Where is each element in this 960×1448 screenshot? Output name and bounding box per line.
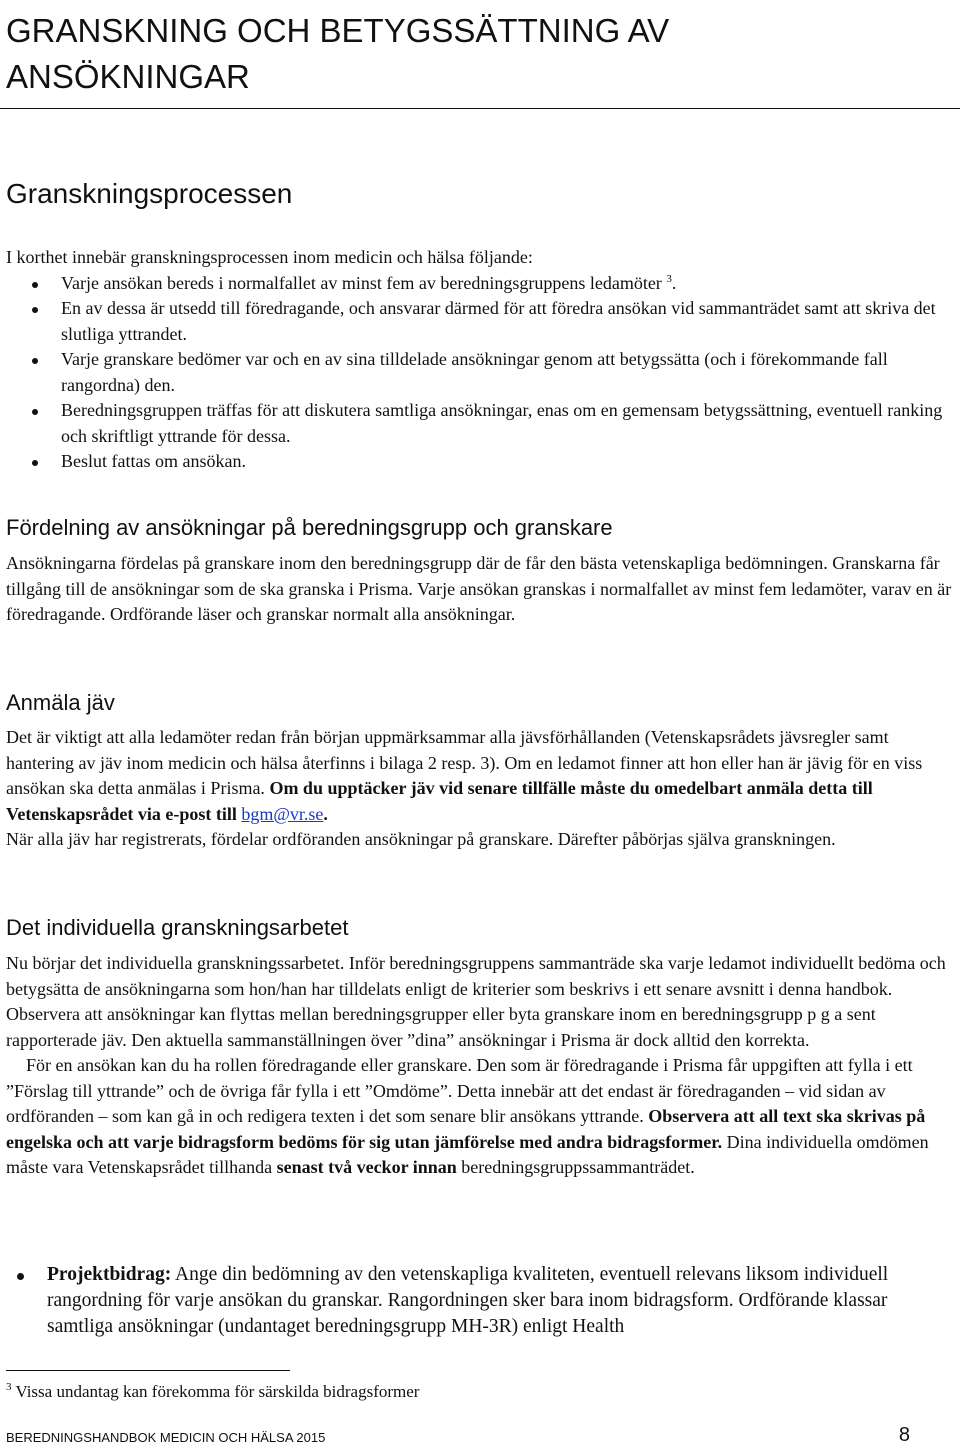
item-label: Projektbidrag: bbox=[47, 1264, 172, 1285]
paragraph: Nu börjar det individuella granskningssarbetet. Inför beredningsgruppens sammanträde ska varje ledamot individuellt bedöma och betygsätta de ansökningarna som hon/han har tilldelats enligt de kriterier som beskrivs i ett senare avsnitt i denna handbok. Observera att ansökningar kan flyttas mellan beredningsgrupper eller byta granskare inom en beredningsgrupp p g a sent rapporterade jäv. Den aktuella sammanställningen över ”dina” ansökningar i Prisma är dock alltid den korrekta. bbox=[6, 953, 946, 1050]
footnote-number: 3 bbox=[6, 1381, 12, 1393]
bullet-icon bbox=[17, 1273, 24, 1280]
list-item: Projektbidrag: Ange din bedömning av den vetenskapliga kvaliteten, eventuell relevans liksom individuell rangordning för varje ansökan du granskar. Rangordningen sker bara inom bidragsform. Ordförande klassar samtliga ansökningar (undantaget beredningsgrupp MH-3R) enligt Health bbox=[6, 1262, 952, 1340]
paragraph: När alla jäv har registrerats, fördelar ordföranden ansökningar på granskare. Därefter påbörjas själva granskningen. bbox=[6, 829, 836, 849]
section-granskningsprocessen bbox=[6, 245, 952, 475]
footnote-ref: 3 bbox=[666, 272, 672, 285]
page-number: 8 bbox=[898, 1424, 910, 1446]
grant-type-list bbox=[6, 1262, 952, 1340]
bullet-icon bbox=[32, 358, 38, 364]
footnote-rule bbox=[6, 1370, 290, 1371]
email-link[interactable]: bgm@vr.se bbox=[241, 803, 324, 824]
list-item: Beslut fattas om ansökan. bbox=[6, 449, 952, 475]
footer-title: BEREDNINGSHANDBOK MEDICIN OCH HÄLSA 2015 bbox=[6, 1430, 326, 1445]
bullet-icon bbox=[32, 282, 38, 288]
section-heading-granskningsprocessen: Granskningsprocessen bbox=[6, 178, 293, 209]
section-individuella bbox=[6, 951, 952, 1181]
section-fordelning bbox=[6, 551, 952, 628]
page-title-line1: GRANSKNING OCH BETYGSSÄTTNING AV bbox=[6, 12, 670, 49]
section-heading-anmala-jav: Anmäla jäv bbox=[6, 690, 115, 715]
title-rule bbox=[0, 108, 960, 109]
section-heading-individuella: Det individuella granskningsarbetet bbox=[6, 915, 349, 940]
paragraph: Det är viktigt att alla ledamöter redan från början uppmärksammar alla jävsförhållanden (Vetenskapsrådets jävsregler samt hantering av jäv inom medicin och hälsa återfinns i bilaga 2 resp. 3). Om en ledamot finner att hon eller han är jävig för en viss ansökan ska detta anmälas i Prisma. Om du upptäcker jäv vid senare tillfälle måste du omedelbart anmäla detta till Vetenskapsrådet via e-post till bgm@vr.se. bbox=[6, 727, 923, 824]
intro-text: I korthet innebär granskningsprocessen inom medicin och hälsa följande: bbox=[6, 247, 533, 267]
paragraph: För en ansökan kan du ha rollen föredragande eller granskare. Den som är föredragande i Prisma får uppgiften att fylla i ett ”Förslag till yttrande” och de övriga får fylla i ett ”Omdöme”. Detta innebär att det endast är föredraganden – vid sidan av ordföranden – som kan gå in och redigera texten i det som senare blir ansökans yttrande. Observera att all text ska skrivas på engelska och att varje bidragsform bedöms för sig utan jämförelse med andra bidragsformer. Dina individuella omdömen måste vara Vetenskapsrådet tillhanda senast två veckor innan beredningsgruppssammanträdet. bbox=[6, 1055, 929, 1177]
section-bidragsformer bbox=[6, 1262, 952, 1340]
footnote: $^3$ Vissa undantag kan förekomma för särskilda bidragsformer bbox=[6, 1381, 420, 1401]
process-list bbox=[6, 271, 952, 475]
list-item: Beredningsgruppen träffas för att diskutera samtliga ansökningar, enas om en gemensam betygssättning, eventuell ranking och skriftligt yttrande för dessa. bbox=[6, 398, 952, 449]
bullet-icon bbox=[32, 460, 38, 466]
section-heading-fordelning: Fördelning av ansökningar på beredningsgrupp och granskare bbox=[6, 515, 613, 540]
section-anmala-jav bbox=[6, 725, 952, 853]
bold-deadline: senast två veckor innan bbox=[276, 1157, 457, 1177]
list-item: Varje granskare bedömer var och en av sina tilldelade ansökningar genom att betygssätta (och i förekommande fall rangordna) den. bbox=[6, 347, 952, 398]
bullet-icon bbox=[32, 409, 38, 415]
bold-notice: Observera att all text ska skrivas på engelska och att varje bidragsform bedöms för sig utan jämförelse med andra bidragsformer. bbox=[6, 1106, 926, 1152]
page-title-line2: ANSÖKNINGAR bbox=[6, 58, 250, 95]
paragraph: Ansökningarna fördelas på granskare inom den beredningsgrupp där de får den bästa vetenskapliga bedömningen. Granskarna får tillgång till de ansökningar som de ska granska i Prisma. Varje ansökan granskas i normalfallet av minst fem ledamöter, varav en är föredragande. Ordförande läser och granskar normalt alla ansökningar. bbox=[6, 553, 952, 624]
bullet-icon bbox=[32, 307, 38, 313]
page-title bbox=[6, 8, 906, 100]
bold-notice: Om du upptäcker jäv vid senare tillfälle måste du omedelbart anmäla detta till Vetenskapsrådet via e-post till bbox=[6, 778, 873, 824]
list-item: En av dessa är utsedd till föredragande, och ansvarar därmed för att föredra ansökan vid sammanträdet samt att skriva det slutliga yttrandet. bbox=[6, 296, 952, 347]
list-item: Varje ansökan bereds i normalfallet av minst fem av beredningsgruppens ledamöter $^3$. bbox=[6, 271, 952, 297]
